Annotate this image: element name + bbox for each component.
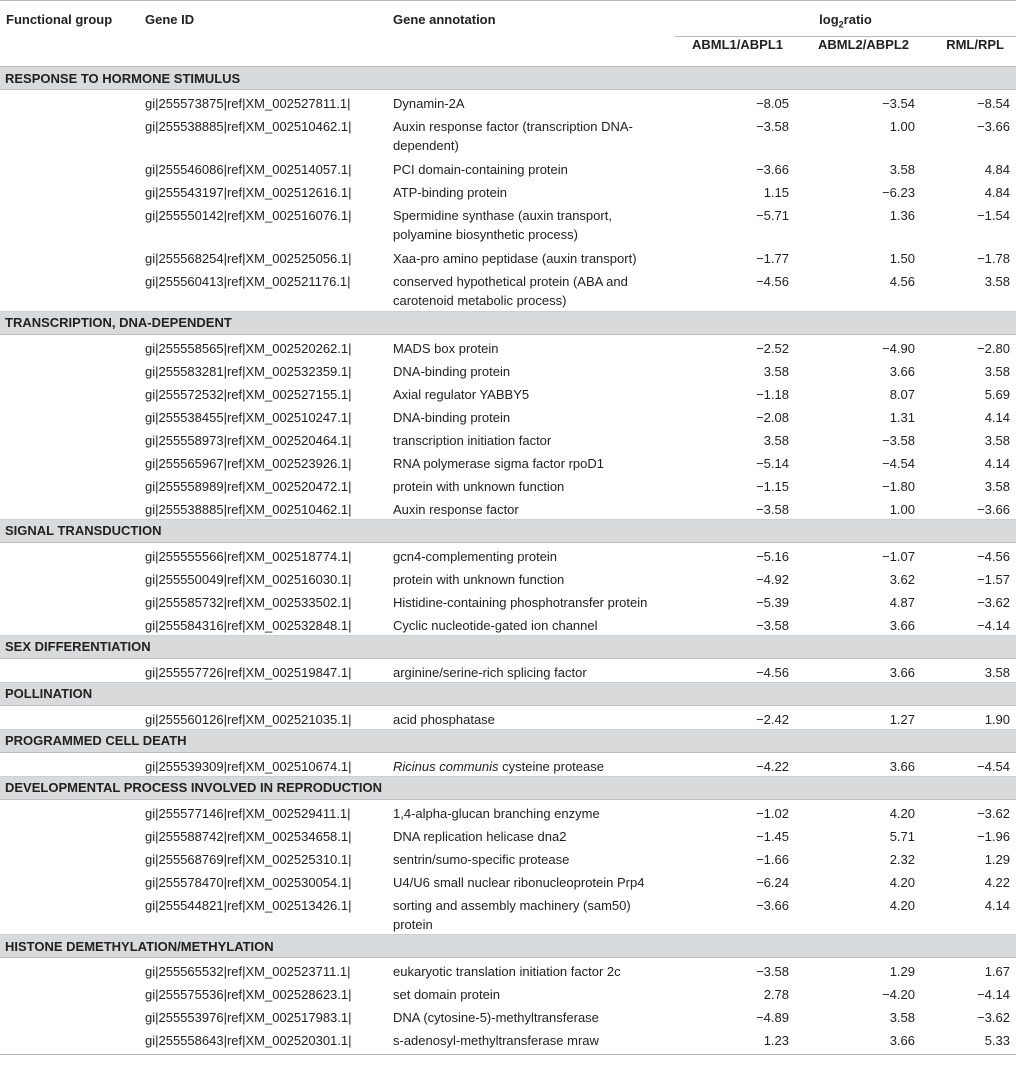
functional-group-cell: [0, 612, 139, 636]
functional-group-cell: [0, 381, 139, 404]
gene-id-cell: gi|255588742|ref|XM_002534658.1|: [145, 828, 352, 844]
gene-annotation-cell: U4/U6 small nuclear ribonucleoprotein Prp4: [393, 874, 645, 890]
gene-id-cell: gi|255546086|ref|XM_002514057.1|: [145, 162, 352, 177]
gene-id-cell: gi|255583281|ref|XM_002532359.1|: [145, 363, 352, 379]
gene-id-cell: gi|255558565|ref|XM_002520262.1|: [145, 340, 352, 356]
abml1-abpl1-value: −4.56: [756, 664, 789, 680]
abml2-abpl2-value: 1.27: [889, 711, 915, 727]
abml2-abpl2-value: 3.66: [795, 1027, 921, 1055]
table-row: [0, 404, 1016, 427]
gene-annotation-cell: MADS box protein: [393, 340, 499, 356]
rml-rpl-value: 4.14: [984, 455, 1010, 471]
table-row: [0, 473, 1016, 496]
abml1-abpl1-value: 2.78: [763, 987, 789, 1002]
table-row: [0, 612, 1016, 636]
gene-annotation-cell: DNA-binding protein: [393, 363, 511, 379]
rml-rpl-value: 1.90: [984, 711, 1010, 727]
gene-annotation-cell: acid phosphatase: [393, 711, 495, 727]
abml2-abpl2-value: 4.20: [889, 874, 915, 890]
table-row: [0, 589, 1016, 612]
abml1-abpl1-value: −3.66: [756, 162, 789, 177]
gene-annotation-cell: 1,4-alpha-glucan branching enzyme: [393, 805, 600, 821]
abml1-abpl1-value: −4.92: [756, 571, 789, 587]
gene-id-cell: gi|255572532|ref|XM_002527155.1|: [145, 386, 352, 402]
header-abml2-abpl2: ABML2/ABPL2: [795, 37, 921, 67]
rml-rpl-value: 3.58: [984, 432, 1010, 448]
functional-group-cell: [0, 113, 139, 156]
table-row: [0, 823, 1016, 846]
rml-rpl-value: −2.80: [977, 340, 1010, 356]
table-row: [0, 202, 1016, 245]
functional-group-cell: [0, 542, 139, 566]
gene-id-cell: gi|255558989|ref|XM_002520472.1|: [145, 478, 352, 494]
annotation-text: cysteine protease: [498, 758, 604, 774]
table-row: [0, 427, 1016, 450]
rml-rpl-value: 1.29: [984, 851, 1010, 867]
functional-group-cell: [0, 90, 139, 114]
gene-annotation-cell: DNA replication helicase dna2: [393, 828, 567, 844]
gene-id-cell: gi|255575536|ref|XM_002528623.1|: [145, 987, 352, 1002]
rml-rpl-value: −3.62: [977, 1010, 1010, 1025]
table-row: [0, 658, 1016, 682]
gene-id-cell: gi|255573875|ref|XM_002527811.1|: [145, 96, 351, 111]
abml2-abpl2-value: 1.36: [889, 208, 915, 223]
abml2-abpl2-value: 3.58: [889, 162, 915, 177]
table-row: [0, 752, 1016, 776]
gene-annotation-cell: Xaa-pro amino peptidase (auxin transport): [393, 251, 637, 266]
table-row: [0, 179, 1016, 202]
rml-rpl-value: 5.33: [921, 1027, 1016, 1055]
header-gene-id: Gene ID: [139, 1, 387, 37]
gene-id-cell: gi|255558643|ref|XM_002520301.1|: [139, 1027, 387, 1055]
functional-group-cell: [0, 156, 139, 179]
abml2-abpl2-value: −1.07: [882, 548, 915, 564]
table-row: [0, 268, 1016, 311]
table-row: [0, 958, 1016, 982]
rml-rpl-value: 3.58: [984, 274, 1010, 289]
abml2-abpl2-value: −4.54: [882, 455, 915, 471]
abml1-abpl1-value: −5.14: [756, 455, 789, 471]
rml-rpl-value: −1.54: [977, 208, 1010, 223]
functional-group-cell: [0, 823, 139, 846]
table-row: [0, 981, 1016, 1004]
group-header-row: [0, 935, 1016, 958]
table-row: [0, 705, 1016, 729]
abml1-abpl1-value: −1.02: [756, 805, 789, 821]
table-row: [0, 90, 1016, 114]
abml1-abpl1-value: −2.42: [756, 711, 789, 727]
table-row: [0, 566, 1016, 589]
abml2-abpl2-value: 1.29: [889, 964, 915, 979]
gene-annotation-cell: gcn4-complementing protein: [393, 548, 558, 564]
abml1-abpl1-value: −3.66: [756, 897, 789, 913]
gene-id-cell: gi|255565967|ref|XM_002523926.1|: [145, 455, 352, 471]
table-row: [0, 496, 1016, 520]
header-functional-group: Functional group: [0, 1, 139, 37]
abml2-abpl2-value: 2.32: [889, 851, 915, 867]
abml2-abpl2-value: 3.66: [889, 664, 915, 680]
rml-rpl-value: 4.14: [984, 409, 1010, 425]
functional-group-cell: [0, 752, 139, 776]
abml1-abpl1-value: 1.23: [675, 1027, 795, 1055]
abml2-abpl2-value: 1.00: [889, 501, 915, 517]
abml2-abpl2-value: 1.50: [889, 251, 915, 266]
group-header-row: [0, 635, 1016, 658]
gene-id-cell: gi|255577146|ref|XM_002529411.1|: [145, 805, 351, 821]
gene-annotation-cell: s-adenosyl-methyltransferase mraw: [387, 1027, 675, 1055]
abml2-abpl2-value: 1.00: [889, 119, 915, 134]
gene-id-cell: gi|255550142|ref|XM_002516076.1|: [145, 208, 352, 223]
abml1-abpl1-value: −4.22: [756, 758, 789, 774]
abml2-abpl2-value: 3.66: [889, 363, 915, 379]
abml1-abpl1-value: −6.24: [756, 874, 789, 890]
abml1-abpl1-value: −2.52: [756, 340, 789, 356]
functional-group-cell: [0, 981, 139, 1004]
group-title: HISTONE DEMETHYLATION/METHYLATION: [0, 935, 1016, 958]
gene-id-cell: gi|255568769|ref|XM_002525310.1|: [145, 851, 352, 867]
table-row: [0, 799, 1016, 823]
abml1-abpl1-value: −1.66: [756, 851, 789, 867]
group-title: RESPONSE TO HORMONE STIMULUS: [0, 67, 1016, 90]
gene-annotation-cell: Cyclic nucleotide-gated ion channel: [393, 617, 598, 633]
header-gene-annotation: Gene annotation: [387, 1, 675, 37]
functional-group-cell: [0, 450, 139, 473]
gene-annotation-cell: DNA-binding protein: [393, 409, 511, 425]
header-log-ratio: $\log_2ratio$: [675, 1, 1016, 37]
group-title: SEX DIFFERENTIATION: [0, 635, 1016, 658]
gene-id-cell: gi|255584316|ref|XM_002532848.1|: [145, 617, 352, 633]
rml-rpl-value: −4.56: [977, 548, 1010, 564]
group-title: TRANSCRIPTION, DNA-DEPENDENT: [0, 311, 1016, 334]
header-abml1-abpl1: ABML1/ABPL1: [675, 37, 795, 67]
abml2-abpl2-value: 8.07: [889, 386, 915, 402]
gene-annotation-cell: RNA polymerase sigma factor rpoD1: [393, 455, 604, 471]
abml2-abpl2-value: −3.54: [882, 96, 915, 111]
gene-id-cell: gi|255550049|ref|XM_002516030.1|: [145, 571, 352, 587]
abml1-abpl1-value: −3.58: [756, 501, 789, 517]
abml2-abpl2-value: 3.66: [889, 758, 915, 774]
functional-group-cell: [0, 427, 139, 450]
table-row: [0, 156, 1016, 179]
abml2-abpl2-value: 3.58: [889, 1010, 915, 1025]
gene-id-cell: gi|255555566|ref|XM_002518774.1|: [145, 548, 352, 564]
table-row: [0, 892, 1016, 935]
abml2-abpl2-value: −1.80: [882, 478, 915, 494]
abml2-abpl2-value: 3.66: [889, 617, 915, 633]
functional-group-cell: [0, 799, 139, 823]
functional-group-cell: [0, 1004, 139, 1027]
gene-annotation-cell: PCI domain-containing protein: [393, 162, 568, 177]
gene-id-cell: gi|255538455|ref|XM_002510247.1|: [145, 409, 352, 425]
abml2-abpl2-value: 1.31: [889, 409, 915, 425]
rml-rpl-value: −3.62: [977, 594, 1010, 610]
functional-group-cell: [0, 245, 139, 268]
functional-group-cell: [0, 496, 139, 520]
gene-annotation-cell: Spermidine synthase (auxin transport, polyamine biosynthetic process): [393, 208, 612, 242]
gene-annotation-cell: Auxin response factor: [393, 501, 519, 517]
functional-group-cell: [0, 334, 139, 358]
abml1-abpl1-value: −1.77: [756, 251, 789, 266]
functional-group-cell: [0, 202, 139, 245]
abml1-abpl1-value: −3.58: [756, 964, 789, 979]
gene-annotation-cell: arginine/serine-rich splicing factor: [393, 664, 587, 680]
abml2-abpl2-value: 3.62: [889, 571, 915, 587]
abml1-abpl1-value: −8.05: [756, 96, 789, 111]
table-row: [0, 542, 1016, 566]
gene-annotation-cell: set domain protein: [393, 987, 500, 1002]
abml2-abpl2-value: 4.56: [889, 274, 915, 289]
gene-annotation-cell: sentrin/sumo-specific protease: [393, 851, 570, 867]
abml1-abpl1-value: −2.08: [756, 409, 789, 425]
table-row: [0, 1027, 1016, 1055]
gene-id-cell: gi|255543197|ref|XM_002512616.1|: [145, 185, 352, 200]
abml1-abpl1-value: −5.39: [756, 594, 789, 610]
group-title: PROGRAMMED CELL DEATH: [0, 729, 1016, 752]
group-header-row: [0, 729, 1016, 752]
gene-annotation-cell: ATP-binding protein: [393, 185, 507, 200]
abml2-abpl2-value: −4.90: [882, 340, 915, 356]
rml-rpl-value: 4.84: [984, 162, 1010, 177]
abml1-abpl1-value: −1.45: [756, 828, 789, 844]
group-header-row: [0, 67, 1016, 90]
gene-id-cell: gi|255560126|ref|XM_002521035.1|: [145, 711, 352, 727]
abml1-abpl1-value: 3.58: [763, 363, 789, 379]
table-row: [0, 358, 1016, 381]
abml1-abpl1-value: −1.18: [756, 386, 789, 402]
functional-group-cell: [0, 705, 139, 729]
gene-annotation-cell: sorting and assembly machinery (sam50) protein: [393, 897, 631, 932]
rml-rpl-value: 4.14: [984, 897, 1010, 913]
gene-annotation-cell: Axial regulator YABBY5: [393, 386, 530, 402]
gene-annotation-cell: protein with unknown function: [393, 571, 565, 587]
rml-rpl-value: −8.54: [977, 96, 1010, 111]
rml-rpl-value: −4.14: [977, 617, 1010, 633]
abml2-abpl2-value: −6.23: [882, 185, 915, 200]
functional-group-cell: [0, 958, 139, 982]
abml2-abpl2-value: −3.58: [882, 432, 915, 448]
abml1-abpl1-value: −4.89: [756, 1010, 789, 1025]
functional-group-cell: [0, 358, 139, 381]
functional-group-cell: [0, 473, 139, 496]
gene-annotation-cell: DNA (cytosine-5)-methyltransferase: [393, 1010, 599, 1025]
functional-group-cell: [0, 179, 139, 202]
rml-rpl-value: −4.14: [977, 987, 1010, 1002]
gene-annotation-cell: conserved hypothetical protein (ABA and carotenoid metabolic process): [393, 274, 628, 308]
gene-annotation-cell: protein with unknown function: [393, 478, 565, 494]
header-rml-rpl: RML/RPL: [921, 37, 1016, 67]
gene-annotation-cell: Histidine-containing phosphotransfer protein: [393, 594, 648, 610]
abml2-abpl2-value: 4.20: [889, 897, 915, 913]
rml-rpl-value: 5.69: [984, 386, 1010, 402]
rml-rpl-value: 3.58: [984, 478, 1010, 494]
abml1-abpl1-value: −5.71: [756, 208, 789, 223]
abml1-abpl1-value: −5.16: [756, 548, 789, 564]
gene-id-cell: gi|255553976|ref|XM_002517983.1|: [145, 1010, 352, 1025]
gene-annotation-cell: [387, 752, 675, 776]
group-header-row: [0, 776, 1016, 799]
functional-group-cell: [0, 658, 139, 682]
functional-group-cell: [0, 268, 139, 311]
functional-group-cell: [0, 589, 139, 612]
rml-rpl-value: −3.66: [977, 501, 1010, 517]
gene-id-cell: gi|255578470|ref|XM_002530054.1|: [145, 874, 352, 890]
group-title: POLLINATION: [0, 682, 1016, 705]
table-row: [0, 245, 1016, 268]
gene-id-cell: gi|255558973|ref|XM_002520464.1|: [145, 432, 352, 448]
abml2-abpl2-value: −4.20: [882, 987, 915, 1002]
table-row: [0, 869, 1016, 892]
table-row: [0, 334, 1016, 358]
gene-annotation-cell: eukaryotic translation initiation factor 2c: [393, 964, 621, 979]
gene-annotation-cell: Dynamin-2A: [393, 96, 465, 111]
functional-group-cell: [0, 1027, 139, 1055]
group-header-row: [0, 682, 1016, 705]
rml-rpl-value: −4.54: [977, 758, 1010, 774]
gene-id-cell: gi|255565532|ref|XM_002523711.1|: [145, 964, 351, 979]
gene-id-cell: gi|255585732|ref|XM_002533502.1|: [145, 594, 352, 610]
rml-rpl-value: −3.66: [977, 119, 1010, 134]
rml-rpl-value: 4.84: [984, 185, 1010, 200]
group-header-row: [0, 519, 1016, 542]
rml-rpl-value: −3.62: [977, 805, 1010, 821]
table-row: [0, 381, 1016, 404]
gene-id-cell: gi|255538885|ref|XM_002510462.1|: [145, 501, 352, 517]
abml1-abpl1-value: 1.15: [763, 185, 789, 200]
gene-annotation-cell: Auxin response factor (transcription DNA-dependent): [393, 119, 633, 153]
gene-id-cell: gi|255544821|ref|XM_002513426.1|: [145, 897, 352, 913]
abml1-abpl1-value: −3.58: [756, 617, 789, 633]
gene-annotation-cell: transcription initiation factor: [393, 432, 552, 448]
functional-group-cell: [0, 566, 139, 589]
gene-id-cell: gi|255539309|ref|XM_002510674.1|: [145, 758, 352, 774]
rml-rpl-value: 3.58: [984, 363, 1010, 379]
rml-rpl-value: −1.78: [977, 251, 1010, 266]
rml-rpl-value: −1.57: [977, 571, 1010, 587]
abml1-abpl1-value: −4.56: [756, 274, 789, 289]
functional-group-cell: [0, 404, 139, 427]
group-header-row: [0, 311, 1016, 334]
functional-group-cell: [0, 892, 139, 935]
gene-id-cell: gi|255560413|ref|XM_002521176.1|: [145, 274, 351, 289]
abml2-abpl2-value: 5.71: [889, 828, 915, 844]
group-title: SIGNAL TRANSDUCTION: [0, 519, 1016, 542]
rml-rpl-value: 4.22: [984, 874, 1010, 890]
abml1-abpl1-value: 3.58: [763, 432, 789, 448]
abml1-abpl1-value: −3.58: [756, 119, 789, 134]
gene-id-cell: gi|255538885|ref|XM_002510462.1|: [145, 119, 352, 134]
gene-id-cell: gi|255568254|ref|XM_002525056.1|: [145, 251, 352, 266]
abml1-abpl1-value: −1.15: [756, 478, 789, 494]
table-row: [0, 450, 1016, 473]
table-row: [0, 113, 1016, 156]
rml-rpl-value: 3.58: [984, 664, 1010, 680]
species-name: Ricinus communis: [393, 758, 499, 774]
rml-rpl-value: −1.96: [977, 828, 1010, 844]
gene-id-cell: gi|255557726|ref|XM_002519847.1|: [145, 664, 352, 680]
group-title: DEVELOPMENTAL PROCESS INVOLVED IN REPRODUCTION: [0, 776, 1016, 799]
table-row: [0, 846, 1016, 869]
abml2-abpl2-value: 4.87: [889, 594, 915, 610]
abml2-abpl2-value: 4.20: [889, 805, 915, 821]
rml-rpl-value: 1.67: [984, 964, 1010, 979]
table-row: [0, 1004, 1016, 1027]
functional-group-cell: [0, 869, 139, 892]
functional-group-cell: [0, 846, 139, 869]
